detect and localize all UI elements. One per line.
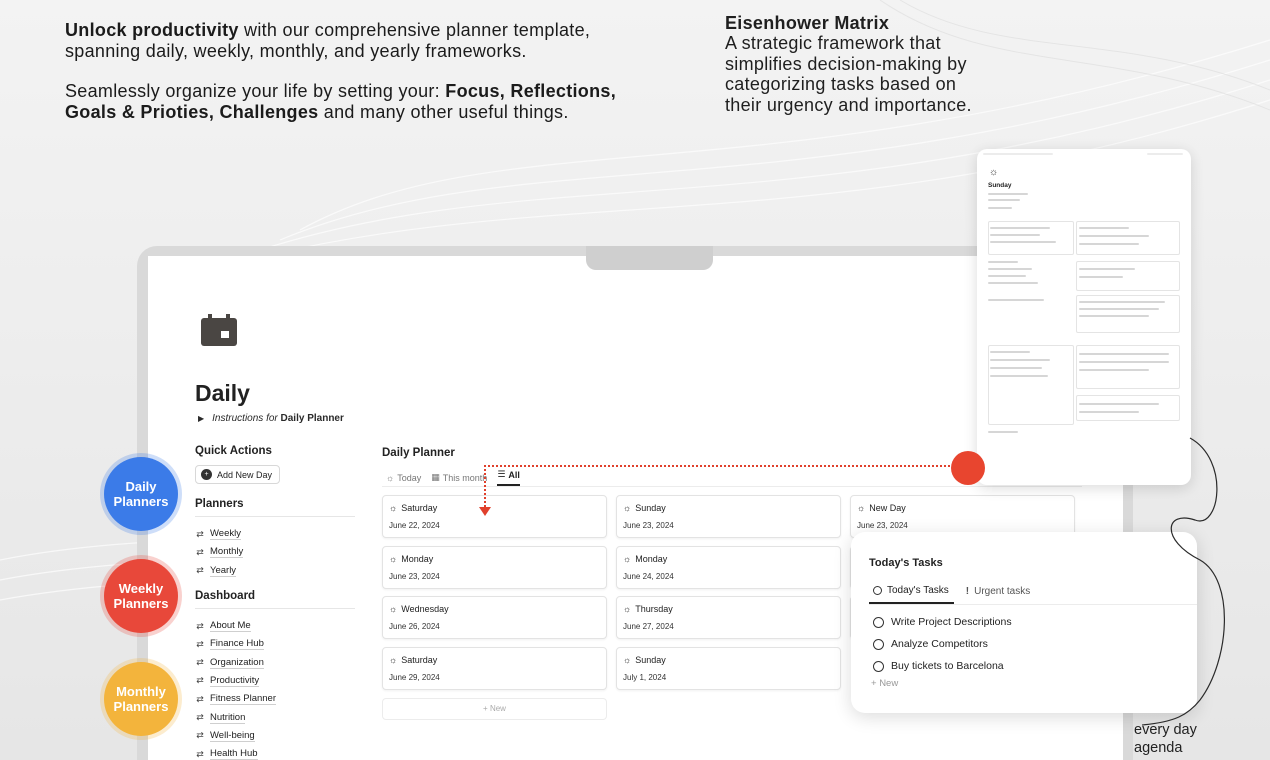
preview-text-line (988, 199, 1020, 201)
preview-block (988, 345, 1074, 425)
page-title: Daily (195, 380, 250, 406)
card-date: July 1, 2024 (623, 672, 667, 682)
calendar-small-icon: ▦ (431, 472, 440, 482)
sidebar-item-well-being[interactable] (195, 727, 355, 745)
card-date: June 23, 2024 (623, 521, 674, 530)
card-title: Saturday (401, 654, 438, 665)
tab-label: Today's Tasks (887, 585, 949, 596)
preview-text-line (988, 207, 1012, 209)
preview-topbar (1147, 153, 1183, 155)
arrow-down-icon (479, 507, 491, 516)
link-page-icon: ⇄ (196, 748, 204, 759)
tab-label: This month (442, 472, 488, 483)
tab-label: All (508, 469, 520, 480)
card-title: Monday (401, 553, 434, 564)
link-page-icon: ⇄ (196, 730, 204, 741)
divider (195, 516, 355, 517)
sidebar-item-about-me[interactable] (195, 617, 355, 635)
sidebar-item-monthly[interactable] (195, 543, 355, 561)
sun-icon: ☼ (386, 472, 395, 483)
task-checkbox[interactable] (873, 661, 884, 672)
new-label: New (879, 678, 899, 689)
preview-text-line (1079, 411, 1139, 413)
sidebar (195, 445, 355, 760)
sidebar-item-fitness-planner[interactable] (195, 690, 355, 708)
intro-paragraph-2 (65, 81, 635, 122)
sidebar-item-productivity[interactable] (195, 672, 355, 690)
link-page-icon: ⇄ (196, 620, 204, 631)
plus-icon: + (483, 704, 490, 713)
preview-title: Sunday (988, 182, 1012, 189)
intro-text-2a: Seamlessly organize your life by setting your: (65, 81, 446, 101)
task-checkbox[interactable] (873, 639, 884, 650)
card-date: June 23, 2024 (389, 571, 440, 581)
tab-todays-tasks[interactable] (869, 582, 954, 604)
task-item[interactable] (873, 655, 1012, 677)
link-page-icon: ⇄ (196, 657, 204, 668)
gallery-card[interactable] (616, 647, 841, 690)
sidebar-item-weekly[interactable] (195, 525, 355, 543)
sun-icon: ☼ (623, 503, 632, 513)
card-date: June 26, 2024 (389, 622, 440, 631)
preview-text-line (1079, 369, 1149, 371)
link-page-icon: ⇄ (196, 528, 204, 539)
add-new-day-label: Add New Day (217, 469, 273, 480)
sidebar-item-finance-hub[interactable] (195, 635, 355, 653)
instructions-prefix: Instructions for (212, 413, 281, 424)
preview-text-line (1079, 353, 1169, 355)
task-label: Buy tickets to Barcelona (891, 660, 1004, 672)
task-item[interactable] (873, 633, 1012, 655)
preview-text-line (1079, 235, 1149, 237)
gallery-card[interactable] (616, 546, 841, 589)
pointer-line (484, 465, 954, 467)
preview-text-line (988, 275, 1026, 277)
preview-text-line (1079, 308, 1159, 310)
preview-text-line (1079, 315, 1149, 317)
preview-topbar (983, 153, 1053, 155)
task-checkbox[interactable] (873, 617, 884, 628)
intro-text-2b: and many other useful things. (318, 101, 569, 122)
sidebar-item-label: Well-being (210, 729, 255, 741)
badge-label: Daily Planners (113, 478, 169, 509)
card-title: Monday (635, 553, 668, 564)
link-page-icon: ⇄ (196, 693, 204, 704)
tab-label: Urgent tasks (974, 586, 1031, 597)
sun-icon: ☼ (623, 604, 632, 614)
dashboard-heading: Dashboard (195, 589, 256, 602)
preview-text-line (1079, 243, 1139, 245)
tab-today[interactable] (386, 469, 421, 486)
preview-text-line (990, 367, 1042, 369)
preview-text-line (988, 282, 1038, 284)
tasks-tabs (869, 582, 1035, 604)
sun-icon: ☼ (389, 654, 398, 665)
card-date: June 22, 2024 (389, 521, 440, 530)
database-title: Daily Planner (382, 447, 455, 459)
tab-label: Today (397, 472, 422, 483)
preview-text-line (988, 299, 1044, 301)
preview-text-line (1079, 403, 1159, 405)
tab-this-month[interactable] (431, 469, 487, 486)
sidebar-item-label: Fitness Planner (210, 693, 277, 705)
badge-label: Weekly Planners (113, 580, 169, 611)
agenda-caption: every day agenda (1134, 722, 1197, 756)
decorative-curve (1140, 430, 1230, 730)
task-label: Write Project Descriptions (891, 616, 1012, 628)
instructions-title: Daily Planner (280, 413, 344, 424)
sidebar-item-organization[interactable] (195, 653, 355, 671)
sun-icon: ☼ (389, 503, 398, 513)
preview-text-line (988, 431, 1018, 433)
eisenhower-text: A strategic framework that simplifies decision-making by categorizing tasks based on their urgency and importance. (725, 33, 972, 115)
planners-heading: Planners (195, 498, 244, 510)
preview-text-line (990, 375, 1048, 377)
intro-text (65, 20, 635, 122)
plus-icon: + (871, 678, 880, 689)
gallery-card[interactable] (382, 647, 607, 690)
list-icon: ☰ (497, 469, 506, 479)
sun-icon: ☼ (389, 553, 398, 564)
task-item[interactable] (873, 611, 1012, 633)
tab-urgent-tasks[interactable] (962, 582, 1035, 604)
gallery-card[interactable] (616, 596, 841, 639)
sidebar-item-label: Productivity (210, 674, 260, 686)
preview-text-line (1079, 361, 1169, 363)
sidebar-item-label: About Me (210, 620, 251, 632)
preview-text-line (990, 359, 1050, 361)
preview-text-line (1079, 227, 1129, 229)
task-label: Analyze Competitors (891, 638, 988, 650)
gallery-card[interactable] (616, 495, 841, 538)
card-date: June 29, 2024 (389, 672, 440, 682)
card-date: June 23, 2024 (857, 521, 908, 530)
new-entry-button[interactable] (382, 698, 607, 720)
toggle-triangle-icon[interactable]: ▶ (198, 414, 205, 423)
preview-text-line (988, 261, 1018, 263)
sidebar-item-yearly[interactable] (195, 562, 355, 580)
gallery-card[interactable] (382, 596, 607, 639)
exclamation-icon: ! (965, 586, 970, 597)
preview-text-line (1079, 276, 1123, 278)
intro-bold-2: Focus, Reflections, Goals & Prioties, Challenges (65, 81, 617, 122)
calendar-icon (201, 314, 237, 346)
preview-text-line (988, 268, 1032, 270)
card-title: New Day (869, 503, 906, 513)
new-label: New (489, 704, 506, 713)
divider (195, 608, 355, 609)
sidebar-item-label: Weekly (210, 528, 241, 540)
circle-icon (873, 586, 882, 595)
preview-text-line (988, 193, 1028, 195)
tab-all[interactable] (497, 469, 520, 486)
sidebar-item-label: Yearly (210, 564, 237, 576)
sun-icon: ☼ (623, 553, 632, 564)
intro-text-1: with our comprehensive planner template, spanning daily, weekly, monthly, and yearly frameworks. (65, 20, 591, 61)
database-views (386, 469, 520, 486)
link-page-icon: ⇄ (196, 638, 204, 649)
new-task-button[interactable] (871, 678, 898, 689)
card-title: Saturday (401, 503, 438, 513)
sun-icon: ☼ (857, 503, 866, 513)
pointer-dot (951, 451, 985, 485)
gallery-card[interactable] (382, 546, 607, 589)
instructions-toggle[interactable] (198, 413, 344, 424)
link-page-icon: ⇄ (196, 712, 204, 723)
add-new-day-button[interactable] (195, 465, 280, 484)
add-day-icon: + (201, 469, 212, 480)
task-list (873, 611, 1012, 677)
preview-block (1076, 345, 1180, 389)
laptop-notch (586, 246, 713, 270)
pointer-line (484, 465, 486, 511)
sidebar-item-label: Monthly (210, 546, 244, 558)
divider (382, 486, 1082, 487)
preview-text-line (990, 234, 1040, 236)
gallery-card[interactable] (382, 495, 607, 538)
weekly-planners-badge (104, 559, 178, 633)
badge-label: Monthly Planners (113, 683, 169, 714)
sidebar-item-nutrition[interactable] (195, 708, 355, 726)
sun-icon: ☼ (623, 654, 632, 665)
sun-icon: ☼ (989, 167, 999, 178)
tasks-title: Today's Tasks (869, 557, 943, 569)
card-title: Sunday (635, 654, 666, 665)
preview-text-line (990, 241, 1056, 243)
sun-icon: ☼ (389, 604, 398, 614)
sidebar-item-label: Nutrition (210, 711, 246, 723)
card-title: Wednesday (401, 604, 449, 614)
preview-text-line (1079, 301, 1165, 303)
link-page-icon: ⇄ (196, 546, 204, 557)
sidebar-item-label: Finance Hub (210, 638, 264, 650)
card-title: Sunday (635, 503, 666, 513)
daily-planners-badge (104, 457, 178, 531)
preview-block (1076, 395, 1180, 421)
monthly-planners-badge (104, 662, 178, 736)
sidebar-item-health-hub[interactable] (195, 745, 355, 760)
card-title: Thursday (635, 604, 673, 614)
card-date: June 24, 2024 (623, 571, 674, 581)
intro-paragraph-1 (65, 20, 635, 61)
preview-text-line (990, 227, 1050, 229)
intro-bold-1: Unlock productivity (65, 20, 239, 40)
card-date: June 27, 2024 (623, 622, 674, 631)
eisenhower-title: Eisenhower Matrix (725, 13, 890, 33)
preview-text-line (990, 351, 1030, 353)
preview-text-line (1079, 268, 1135, 270)
sidebar-item-label: Organization (210, 656, 264, 668)
sidebar-item-label: Health Hub (210, 748, 258, 760)
link-page-icon: ⇄ (196, 565, 204, 576)
eisenhower-description (725, 13, 985, 115)
link-page-icon: ⇄ (196, 675, 204, 686)
quick-actions-heading: Quick Actions (195, 445, 272, 457)
